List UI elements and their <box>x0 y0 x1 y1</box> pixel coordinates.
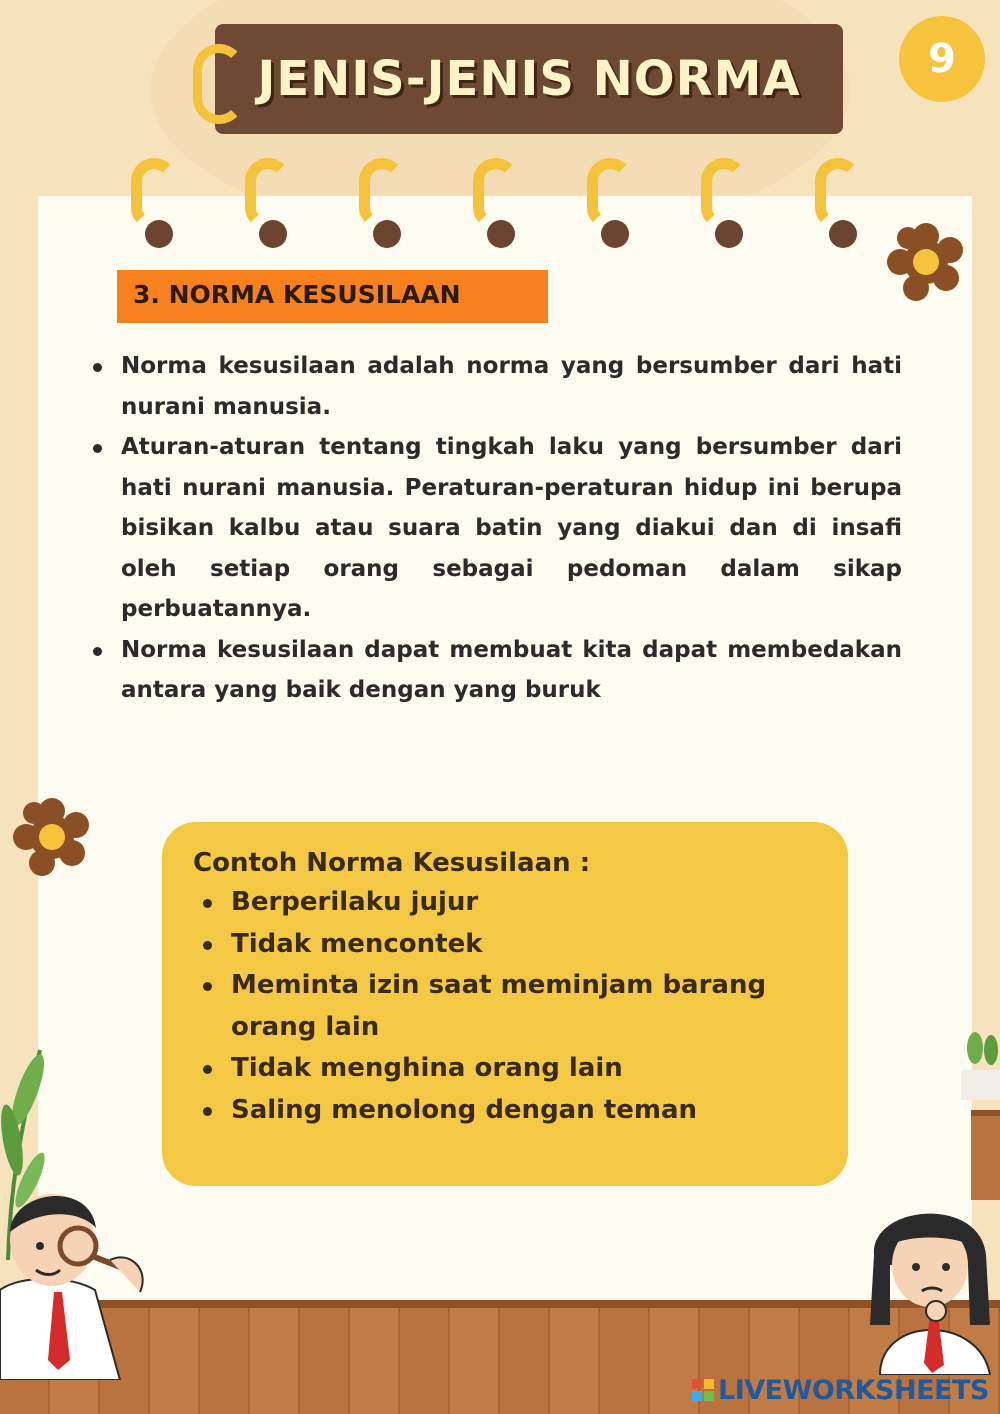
list-item: Meminta izin saat meminjam barang orang lain <box>193 965 828 1048</box>
flower-icon <box>886 222 966 302</box>
spiral-ring-icon <box>701 158 747 250</box>
list-item: Norma kesusilaan adalah norma yang bersumber dari hati nurani manusia. <box>90 346 902 427</box>
list-item: Berperilaku jujur <box>193 882 828 924</box>
student-boy-illustration <box>0 1180 180 1380</box>
liveworksheets-logo-icon <box>692 1379 714 1401</box>
title-spiral-icon <box>193 44 245 124</box>
spiral-ring-icon <box>245 158 291 250</box>
list-item: Saling menolong dengan teman <box>193 1090 828 1132</box>
spiral-ring-icon <box>359 158 405 250</box>
example-list <box>193 882 828 1131</box>
spiral-ring-icon <box>587 158 633 250</box>
spiral-ring-icon <box>473 158 519 250</box>
flower-icon <box>12 797 92 877</box>
page-number: 9 <box>928 36 956 82</box>
example-box <box>162 822 848 1186</box>
section-heading: 3. NORMA KESUSILAAN <box>117 270 548 323</box>
page-title: JENIS-JENIS NORMA <box>257 51 801 107</box>
liveworksheets-watermark <box>692 1372 989 1408</box>
spiral-ring-icon <box>131 158 177 250</box>
student-girl-illustration <box>860 1195 1000 1375</box>
definition-list <box>90 346 902 711</box>
plant-icon <box>955 1030 1000 1200</box>
watermark-text: LIVEWORKSHEETS <box>718 1374 989 1406</box>
spiral-ring-icon <box>815 158 861 250</box>
list-item: Aturan-aturan tentang tingkah laku yang bersumber dari hati nurani manusia. Peraturan-peraturan hidup ini berupa bisikan kalbu atau suara batin yang diakui dan di insafi oleh setiap orang sebagai pedoman dalam sikap perbuatannya. <box>90 427 902 630</box>
list-item: Tidak menghina orang lain <box>193 1048 828 1090</box>
title-banner <box>215 24 843 134</box>
page-number-badge <box>899 16 985 102</box>
list-item: Tidak mencontek <box>193 924 828 966</box>
list-item: Norma kesusilaan dapat membuat kita dapat membedakan antara yang baik dengan yang buruk <box>90 630 902 711</box>
example-title: Contoh Norma Kesusilaan : <box>193 848 591 878</box>
